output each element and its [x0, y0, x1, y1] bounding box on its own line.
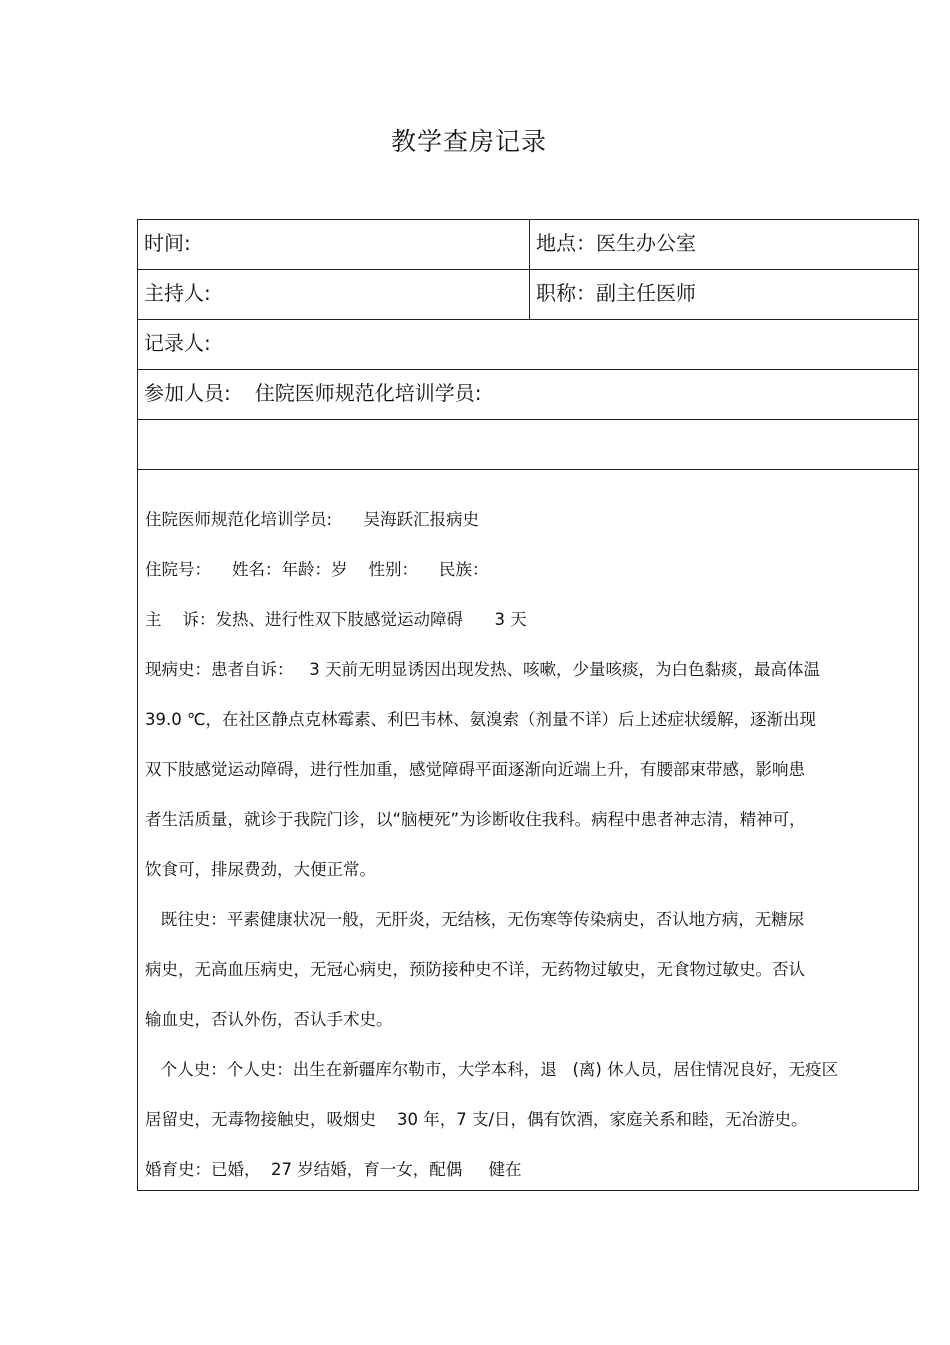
row-host-rank — [138, 270, 918, 320]
body-line: 饮食可，排尿费劲，大便正常。 — [145, 860, 376, 879]
body-line: 现病史：患者自诉： 3 天前无明显诱因出现发热、咳嗽，少量咳痰，为白色黏痰，最高体温 — [145, 660, 820, 679]
row-participants — [138, 370, 918, 420]
body-line: 既往史：平素健康状况一般，无肝炎，无结核，无伤寒等传染病史，否认地方病，无糖尿 — [145, 910, 805, 929]
row-time-place — [138, 220, 918, 270]
participants-label: 参加人员: — [144, 381, 231, 405]
body-line: 婚育史：已婚， 27 岁结婚，育一女，配偶 健在 — [145, 1160, 522, 1179]
record-form-table — [137, 219, 919, 1191]
rank-field: 职称：副主任医师 — [529, 270, 918, 319]
row-recorder — [138, 320, 918, 370]
participants-value: 住院医师规范化培训学员: — [254, 381, 482, 405]
body-line: 住院号： 姓名：年龄：岁 性别： 民族： — [145, 560, 489, 579]
row-empty — [138, 420, 918, 470]
body-line: 居留史，无毒物接触史，吸烟史 30 年，7 支/日，偶有饮酒，家庭关系和睦，无冶游史。 — [145, 1110, 808, 1129]
participants-field — [138, 370, 918, 419]
body-line: 主 诉：发热、进行性双下肢感觉运动障碍 3 天 — [145, 610, 527, 629]
body-line: 病史，无高血压病史，无冠心病史，预防接种史不详，无药物过敏史，无食物过敏史。否认 — [145, 960, 805, 979]
body-line: 个人史：个人史：出生在新疆库尔勒市，大学本科，退 (离) 休人员，居住情况良好，无疫区 — [145, 1060, 839, 1079]
place-field: 地点：医生办公室 — [529, 220, 918, 269]
body-line: 双下肢感觉运动障碍，进行性加重，感觉障碍平面逐渐向近端上升，有腰部束带感，影响患 — [145, 760, 805, 779]
body-line: 39.0 ℃，在社区静点克林霉素、利巴韦林、氨溴索（剂量不详）后上述症状缓解，逐渐出现 — [145, 710, 817, 729]
time-field: 时间: — [144, 231, 191, 255]
host-field: 主持人: — [144, 281, 211, 305]
recorder-field: 记录人: — [144, 331, 211, 355]
body-line: 输血史，否认外伤，否认手术史。 — [145, 1010, 393, 1029]
page-title: 教学查房记录 — [390, 127, 547, 156]
body-line: 住院医师规范化培训学员: 吴海跃汇报病史 — [145, 510, 480, 529]
body-line: 者生活质量，就诊于我院门诊，以“脑梗死”为诊断收住我科。病程中患者神志清，精神可， — [145, 810, 806, 829]
